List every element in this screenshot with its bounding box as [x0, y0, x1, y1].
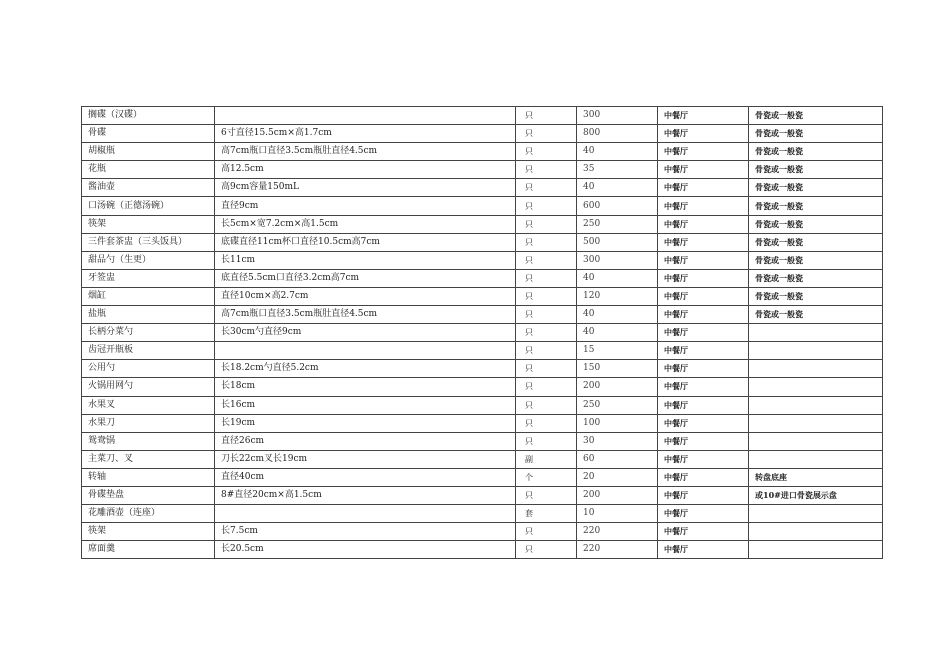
cell-note: 骨瓷或一般瓷 [749, 107, 883, 125]
cell-place: 中餐厅 [658, 396, 749, 414]
cell-unit: 只 [516, 251, 577, 269]
cell-qty: 40 [577, 143, 658, 161]
cell-place: 中餐厅 [658, 287, 749, 305]
cell-name: 火锅用网勺 [82, 378, 215, 396]
cell-note: 骨瓷或一般瓷 [749, 251, 883, 269]
cell-note [749, 396, 883, 414]
cell-spec: 底直径5.5cm口直径3.2cm高7cm [215, 269, 516, 287]
cell-unit: 只 [516, 179, 577, 197]
cell-place: 中餐厅 [658, 450, 749, 468]
cell-name: 烟缸 [82, 287, 215, 305]
cell-unit: 只 [516, 342, 577, 360]
cell-place: 中餐厅 [658, 468, 749, 486]
cell-place: 中餐厅 [658, 505, 749, 523]
cell-spec: 长18.2cm勺直径5.2cm [215, 360, 516, 378]
cell-name: 三件套茶盅（三头饭具） [82, 233, 215, 251]
cell-name: 酱油壶 [82, 179, 215, 197]
cell-note: 或10#进口骨瓷展示盘 [749, 486, 883, 504]
cell-name: 骨碟 [82, 125, 215, 143]
cell-spec: 刀长22cm叉长19cm [215, 450, 516, 468]
cell-name: 长柄分菜勺 [82, 324, 215, 342]
cell-place: 中餐厅 [658, 269, 749, 287]
cell-place: 中餐厅 [658, 414, 749, 432]
cell-qty: 40 [577, 269, 658, 287]
table-row [82, 197, 883, 215]
cell-unit: 副 [516, 450, 577, 468]
cell-qty: 20 [577, 468, 658, 486]
table-row [82, 450, 883, 468]
cell-unit: 只 [516, 486, 577, 504]
cell-spec: 6寸直径15.5cm×高1.7cm [215, 125, 516, 143]
table-row [82, 342, 883, 360]
cell-spec: 高9cm容量150mL [215, 179, 516, 197]
cell-place: 中餐厅 [658, 342, 749, 360]
cell-note: 骨瓷或一般瓷 [749, 143, 883, 161]
cell-place: 中餐厅 [658, 215, 749, 233]
cell-note: 骨瓷或一般瓷 [749, 179, 883, 197]
cell-qty: 220 [577, 541, 658, 559]
cell-note: 骨瓷或一般瓷 [749, 215, 883, 233]
cell-place: 中餐厅 [658, 107, 749, 125]
cell-qty: 800 [577, 125, 658, 143]
table-row [82, 468, 883, 486]
cell-spec: 高7cm瓶口直径3.5cm瓶肚直径4.5cm [215, 306, 516, 324]
table-row [82, 269, 883, 287]
cell-name: 席面羹 [82, 541, 215, 559]
cell-unit: 套 [516, 505, 577, 523]
inventory-table [81, 106, 883, 559]
cell-qty: 300 [577, 251, 658, 269]
cell-spec: 长11cm [215, 251, 516, 269]
cell-name: 花雕酒壶（连座） [82, 505, 215, 523]
cell-place: 中餐厅 [658, 523, 749, 541]
cell-qty: 250 [577, 396, 658, 414]
cell-note: 骨瓷或一般瓷 [749, 161, 883, 179]
cell-unit: 只 [516, 197, 577, 215]
cell-qty: 35 [577, 161, 658, 179]
cell-place: 中餐厅 [658, 432, 749, 450]
cell-name: 搁碟（汉碟） [82, 107, 215, 125]
cell-qty: 120 [577, 287, 658, 305]
cell-note [749, 414, 883, 432]
table-row [82, 505, 883, 523]
cell-qty: 15 [577, 342, 658, 360]
cell-name: 主菜刀、叉 [82, 450, 215, 468]
cell-spec: 长30cm勺直径9cm [215, 324, 516, 342]
cell-note: 骨瓷或一般瓷 [749, 233, 883, 251]
cell-unit: 只 [516, 396, 577, 414]
cell-name: 盐瓶 [82, 306, 215, 324]
cell-note: 骨瓷或一般瓷 [749, 197, 883, 215]
cell-qty: 30 [577, 432, 658, 450]
table-row [82, 541, 883, 559]
table-row [82, 125, 883, 143]
cell-note: 骨瓷或一般瓷 [749, 287, 883, 305]
table-row [82, 486, 883, 504]
cell-note [749, 541, 883, 559]
cell-qty: 40 [577, 306, 658, 324]
cell-place: 中餐厅 [658, 197, 749, 215]
cell-name: 骨碟垫盘 [82, 486, 215, 504]
cell-unit: 只 [516, 360, 577, 378]
cell-note: 骨瓷或一般瓷 [749, 125, 883, 143]
cell-name: 牙签盅 [82, 269, 215, 287]
cell-note [749, 523, 883, 541]
cell-unit: 只 [516, 378, 577, 396]
cell-note [749, 342, 883, 360]
cell-note [749, 378, 883, 396]
cell-spec: 直径26cm [215, 432, 516, 450]
cell-unit: 只 [516, 324, 577, 342]
cell-qty: 250 [577, 215, 658, 233]
cell-spec: 底碟直径11cm杯口直径10.5cm高7cm [215, 233, 516, 251]
cell-unit: 只 [516, 432, 577, 450]
table-row [82, 523, 883, 541]
cell-spec: 高12.5cm [215, 161, 516, 179]
table-body [82, 107, 883, 559]
table-row [82, 360, 883, 378]
cell-name: 公用勺 [82, 360, 215, 378]
cell-name: 筷架 [82, 523, 215, 541]
cell-note: 骨瓷或一般瓷 [749, 269, 883, 287]
table-row [82, 233, 883, 251]
cell-name: 水果刀 [82, 414, 215, 432]
cell-qty: 40 [577, 179, 658, 197]
cell-unit: 只 [516, 287, 577, 305]
table-row [82, 251, 883, 269]
cell-place: 中餐厅 [658, 378, 749, 396]
cell-spec: 直径40cm [215, 468, 516, 486]
cell-qty: 200 [577, 486, 658, 504]
cell-unit: 只 [516, 306, 577, 324]
cell-spec: 长7.5cm [215, 523, 516, 541]
table-row [82, 161, 883, 179]
cell-name: 转轴 [82, 468, 215, 486]
cell-place: 中餐厅 [658, 360, 749, 378]
cell-spec [215, 342, 516, 360]
cell-qty: 200 [577, 378, 658, 396]
table-row [82, 287, 883, 305]
cell-spec: 长19cm [215, 414, 516, 432]
table-row [82, 432, 883, 450]
cell-note [749, 432, 883, 450]
cell-name: 鸳鸯锅 [82, 432, 215, 450]
cell-unit: 只 [516, 523, 577, 541]
cell-spec: 长18cm [215, 378, 516, 396]
cell-place: 中餐厅 [658, 324, 749, 342]
table-row [82, 324, 883, 342]
table-row [82, 396, 883, 414]
cell-unit: 只 [516, 541, 577, 559]
cell-spec [215, 107, 516, 125]
table-row [82, 414, 883, 432]
table-row [82, 107, 883, 125]
cell-place: 中餐厅 [658, 251, 749, 269]
cell-note [749, 505, 883, 523]
cell-unit: 只 [516, 414, 577, 432]
cell-qty: 500 [577, 233, 658, 251]
table-row [82, 215, 883, 233]
cell-qty: 60 [577, 450, 658, 468]
cell-name: 口汤碗（正德汤碗） [82, 197, 215, 215]
table-row [82, 378, 883, 396]
cell-unit: 只 [516, 233, 577, 251]
cell-qty: 10 [577, 505, 658, 523]
cell-spec: 长20.5cm [215, 541, 516, 559]
cell-spec: 长5cm×宽7.2cm×高1.5cm [215, 215, 516, 233]
cell-note [749, 324, 883, 342]
cell-name: 水果叉 [82, 396, 215, 414]
cell-spec: 直径9cm [215, 197, 516, 215]
cell-place: 中餐厅 [658, 486, 749, 504]
cell-unit: 个 [516, 468, 577, 486]
cell-name: 花瓶 [82, 161, 215, 179]
cell-qty: 40 [577, 324, 658, 342]
cell-place: 中餐厅 [658, 143, 749, 161]
cell-note: 转盘底座 [749, 468, 883, 486]
cell-place: 中餐厅 [658, 306, 749, 324]
cell-spec: 高7cm瓶口直径3.5cm瓶肚直径4.5cm [215, 143, 516, 161]
cell-unit: 只 [516, 161, 577, 179]
cell-name: 甜品勺（生更） [82, 251, 215, 269]
table-row [82, 179, 883, 197]
cell-name: 胡椒瓶 [82, 143, 215, 161]
cell-unit: 只 [516, 107, 577, 125]
cell-spec: 长16cm [215, 396, 516, 414]
cell-unit: 只 [516, 125, 577, 143]
cell-spec: 8#直径20cm×高1.5cm [215, 486, 516, 504]
cell-name: 筷架 [82, 215, 215, 233]
cell-qty: 300 [577, 107, 658, 125]
cell-place: 中餐厅 [658, 161, 749, 179]
cell-unit: 只 [516, 269, 577, 287]
cell-spec [215, 505, 516, 523]
cell-qty: 100 [577, 414, 658, 432]
cell-place: 中餐厅 [658, 541, 749, 559]
table-row [82, 306, 883, 324]
cell-note: 骨瓷或一般瓷 [749, 306, 883, 324]
cell-unit: 只 [516, 143, 577, 161]
cell-qty: 150 [577, 360, 658, 378]
cell-place: 中餐厅 [658, 179, 749, 197]
table-row [82, 143, 883, 161]
cell-qty: 220 [577, 523, 658, 541]
cell-place: 中餐厅 [658, 233, 749, 251]
cell-spec: 直径10cm×高2.7cm [215, 287, 516, 305]
cell-note [749, 360, 883, 378]
cell-name: 齿冠开瓶板 [82, 342, 215, 360]
cell-place: 中餐厅 [658, 125, 749, 143]
cell-unit: 只 [516, 215, 577, 233]
cell-qty: 600 [577, 197, 658, 215]
cell-note [749, 450, 883, 468]
